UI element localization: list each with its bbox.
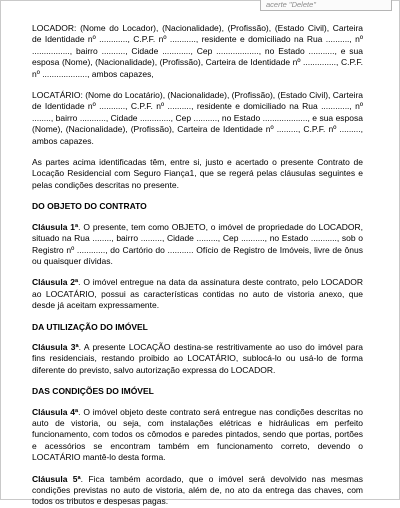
clause-1-text: . O presente, tem como OBJETO, o imóvel de propriedade do LOCADOR, situado na Rua ........, bairro ........., Cidade ........., Cep .........., no Estado ..........., sob o Registro nº ............, do Cartório do ........... Ofício de Registro de Imóveis, livre de ônus ou quaisquer dívidas. — [32, 221, 363, 266]
clause-1 — [32, 222, 363, 268]
clause-5-text: . Fica também acordado, que o imóvel será devolvido nas mesmas condições previstas no auto de vistoria, além de, no ato da entrega das chaves, com todos os tributos e despesas pagas. — [32, 473, 363, 507]
clause-3-text: . A presente LOCAÇÃO destina-se restritivamente ao uso do imóvel para fins residenciais, restando proibido ao LOCATÁRIO, sublocá-lo ou usá-lo de forma diferente do previsto, salvo autorização expressa do LOCADOR. — [32, 341, 363, 375]
clause-1-label: Cláusula 1ª — [32, 221, 79, 232]
locatario-paragraph: LOCATÁRIO: (Nome do Locatário), (Nacionalidade), (Profissão), (Estado Civil), Carteira de Identidade nº ..........., C.P.F. nº .........., residente e domiciliado na Rua ............, nº ........, bairro ..........., Cidade ............., Cep .........., no Estado ..................., e sua esposa (Nome), (Nacionalidade), (Profissão), Carteira de Identidade nº ........., C.P.F. nº ........., ambos capazes. — [32, 90, 363, 146]
section-title-utilizacao: DA UTILIZAÇÃO DO IMÓVEL — [32, 321, 148, 332]
intro-paragraph: As partes acima identificadas têm, entre si, justo e acertado o presente Contrato de Locação Residencial com Seguro Fiança1, que se regerá pelas cláusulas seguintes e pelas condições descritas no presente. — [32, 157, 363, 190]
clause-3-label: Cláusula 3ª — [32, 341, 79, 352]
clause-3 — [32, 342, 363, 376]
locador-paragraph: LOCADOR: (Nome do Locador), (Nacionalidade), (Profissão), (Estado Civil), Carteira de Identidade nº ............, C.P.F. nº ..........., residente e domiciliado na Rua .........., nº ................, bairro .........., Cidade ............, Cep .................., no Estado ..........., e sua esposa (Nome), (Nacionalidade), (Profissão), Carteira de Identidade nº .............., C.P.F. nº ..................., ambos capazes, — [32, 23, 363, 79]
clause-5 — [32, 474, 363, 508]
clause-2-text: . O imóvel entregue na data da assinatura deste contrato, pelo LOCADOR ao LOCATÁRIO, possui as características contidas no auto de vistoria anexo, que desde já aceitam expressamente. — [32, 277, 363, 311]
clause-4-label: Cláusula 4ª — [32, 406, 79, 417]
contract-body — [32, 23, 363, 508]
clause-2 — [32, 277, 363, 311]
clause-2-label: Cláusula 2ª — [32, 277, 79, 288]
section-title-objeto: DO OBJETO DO CONTRATO — [32, 201, 147, 212]
section-title-condicoes: DAS CONDIÇÕES DO IMÓVEL — [32, 386, 154, 397]
clause-4 — [32, 407, 363, 464]
delete-hint-note: acerte "Delete" — [260, 0, 392, 11]
clause-5-label: Cláusula 5ª — [32, 473, 81, 484]
clause-4-text: . O imóvel objeto deste contrato será entregue nas condições descritas no auto de vistoria, ou seja, com instalações elétricas e hidráulicas em perfeito funcionamento, com todos os cômodos e paredes pintados, sendo que portas, portões e acessórios se encontram também em funcionamento correto, devendo o LOCATÁRIO mantê-lo desta forma. — [32, 406, 363, 463]
